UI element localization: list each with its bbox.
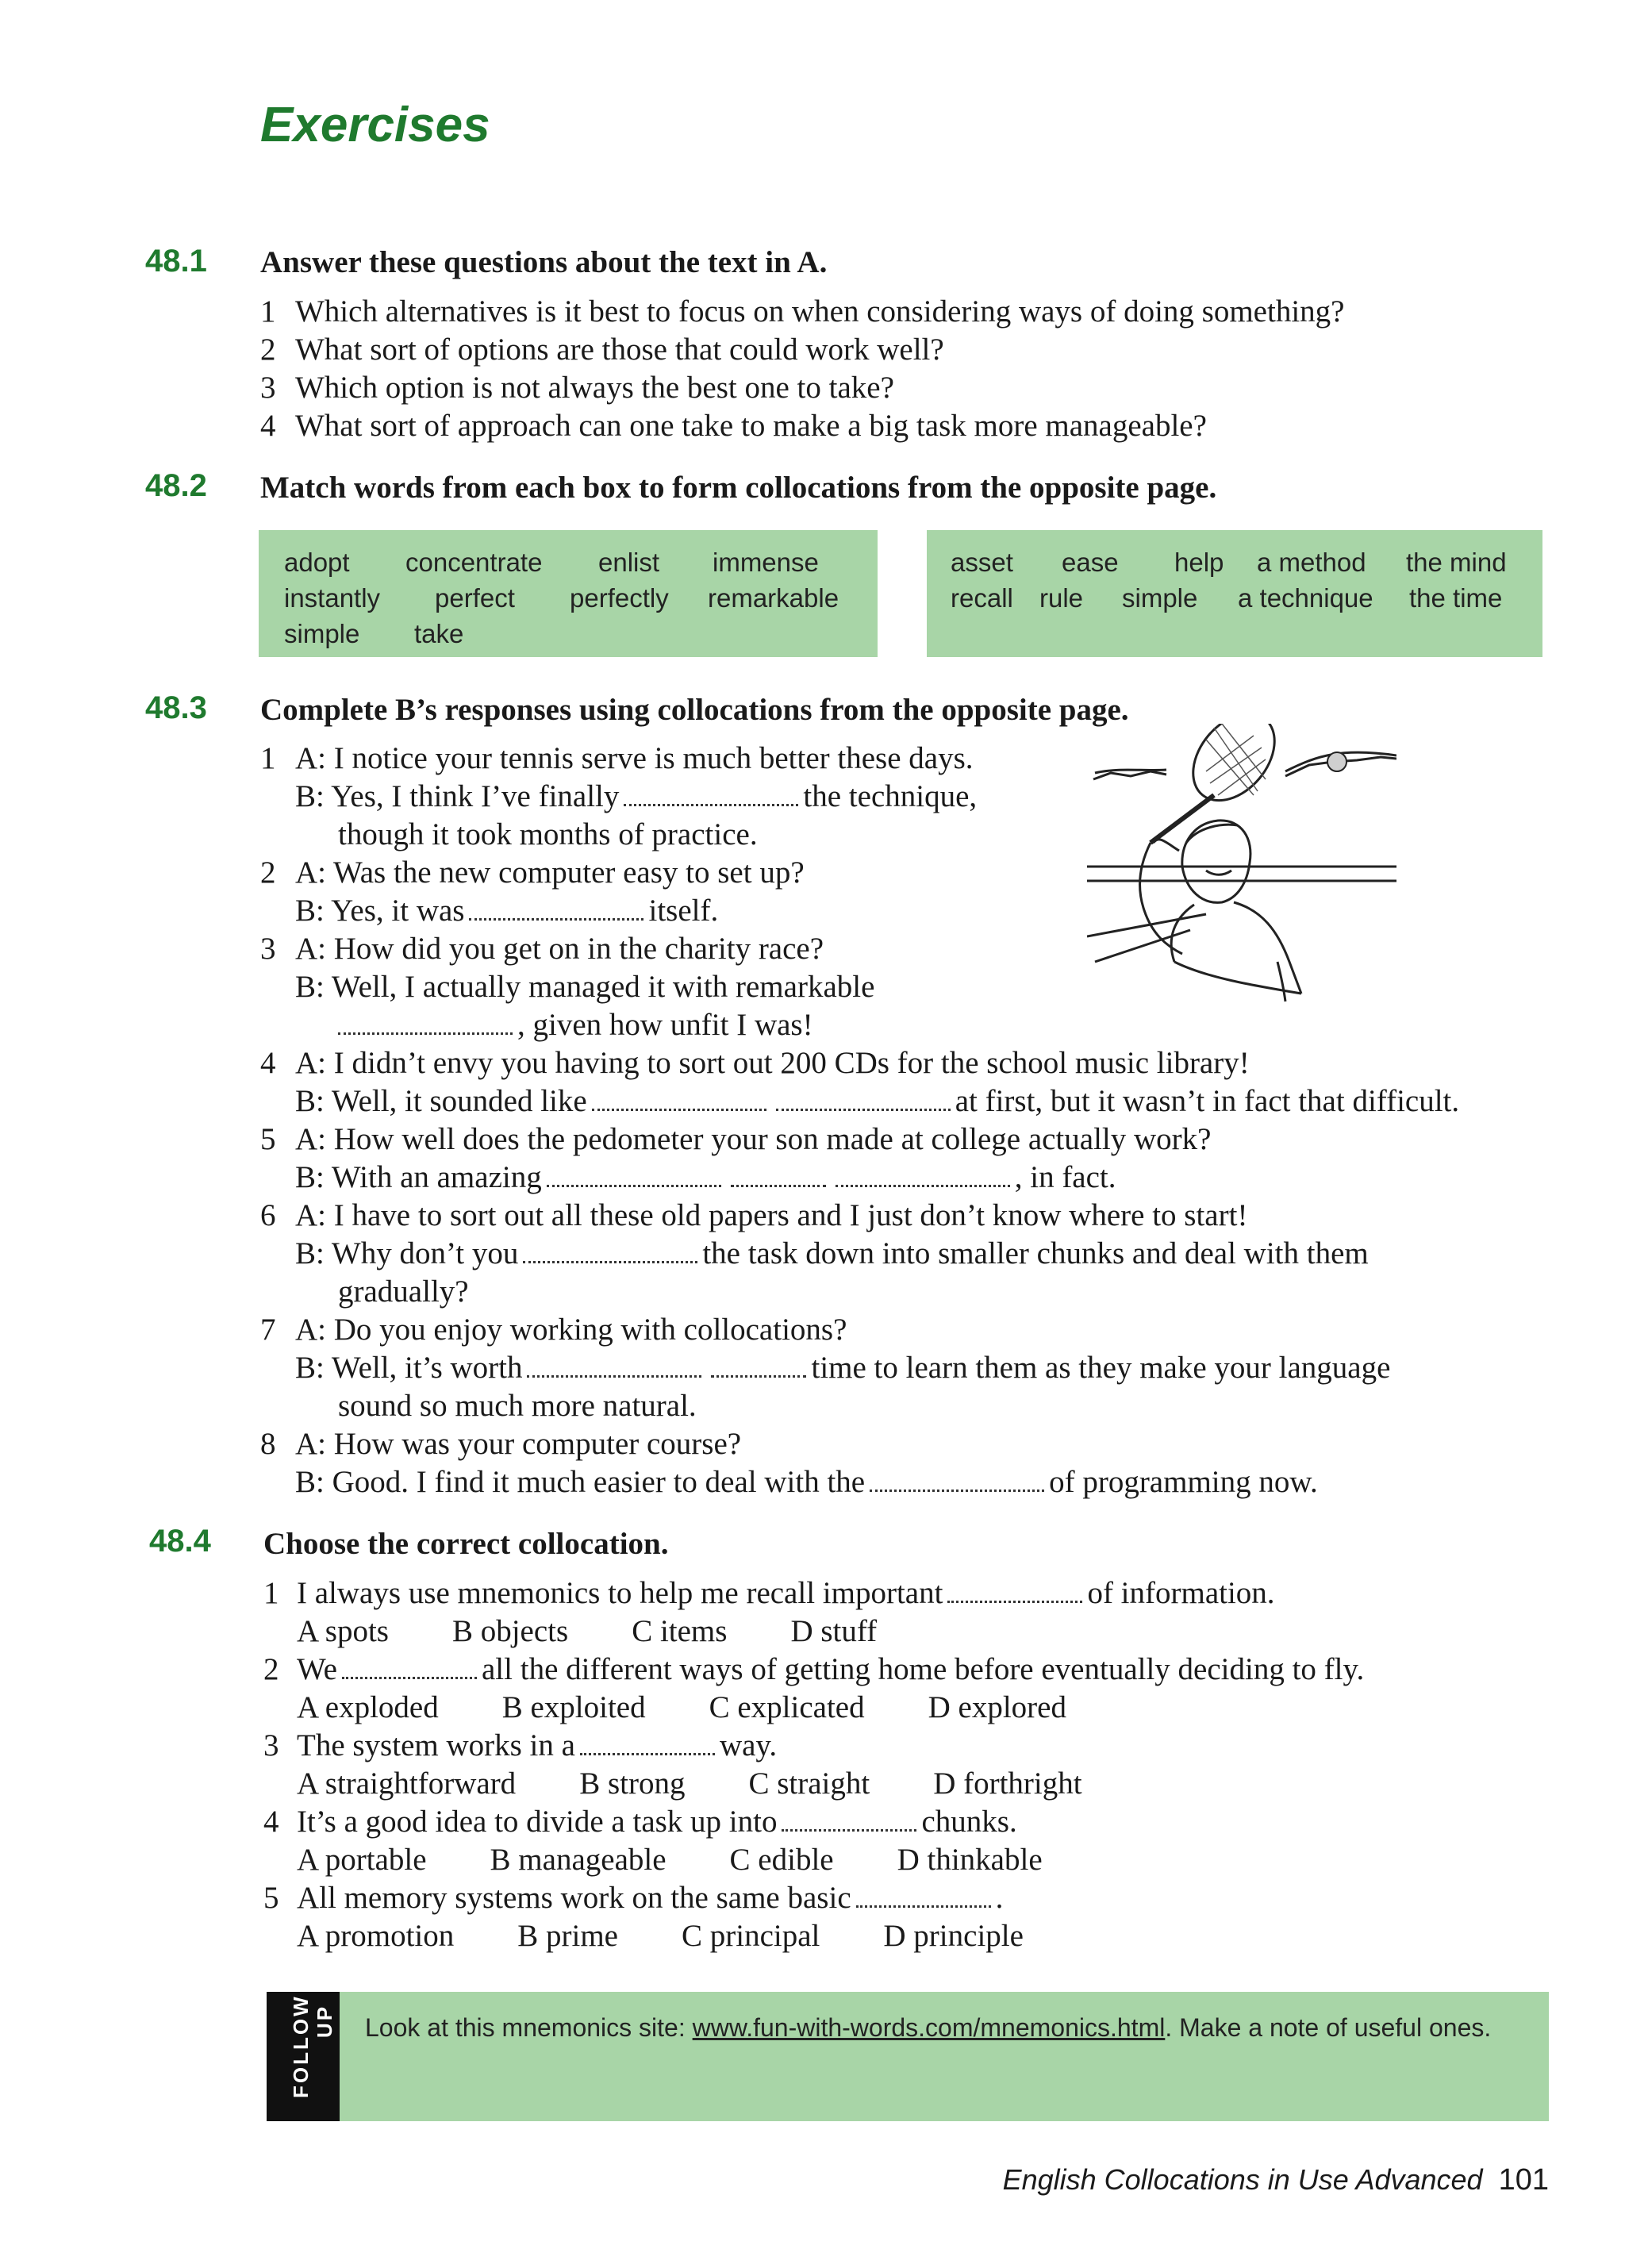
word-box-item: remarkable	[708, 583, 839, 613]
dialogue-line: B: Well, it sounded like at first, but it wasn’t in fact that difficult.	[295, 1084, 1460, 1118]
word-box-item: ease	[1062, 548, 1119, 577]
choice-question: 5 All memory systems work on the same basic .	[263, 1881, 1004, 1915]
option-b[interactable]: B prime	[517, 1919, 618, 1953]
exercise-number-48-2: 48.2	[145, 468, 207, 503]
choice-options	[263, 1613, 1364, 1651]
word-box-item: recall	[951, 583, 1013, 613]
answer-blank[interactable]	[469, 898, 643, 921]
page-number: 101	[1498, 2163, 1549, 2197]
follow-up-tab-label: UP	[313, 2004, 336, 2038]
word-box-item: perfectly	[570, 583, 669, 613]
dialogue-line: 1 A: I notice your tennis serve is much better these days.	[260, 741, 974, 775]
dialogue-line: , given how unfit I was!	[260, 1007, 1459, 1045]
book-title: English Collocations in Use Advanced	[1002, 2163, 1483, 2196]
exercise-number-48-4: 48.4	[149, 1524, 211, 1559]
dialogue-line: 7 A: Do you enjoy working with collocations?	[260, 1313, 847, 1347]
word-box-item: concentrate	[405, 548, 543, 577]
mnemonics-site-link[interactable]: www.fun-with-words.com/mnemonics.html	[692, 2013, 1166, 2042]
dialogue-line: 4 A: I didn’t envy you having to sort out 200 CDs for the school music library!	[260, 1046, 1250, 1080]
answer-blank[interactable]	[782, 1809, 916, 1832]
exercise-number-48-3: 48.3	[145, 690, 207, 725]
option-a[interactable]: A spots	[297, 1614, 389, 1648]
choice-options	[263, 1842, 1364, 1880]
option-c[interactable]: C edible	[729, 1843, 834, 1877]
option-d[interactable]: D explored	[928, 1690, 1066, 1724]
answer-blank[interactable]	[342, 1656, 477, 1679]
answer-blank[interactable]	[338, 1012, 513, 1035]
word-box-item: a method	[1257, 548, 1366, 577]
word-box-item: simple	[284, 619, 360, 648]
page-footer	[1003, 2163, 1549, 2197]
exercise-instruction-48-3: Complete B’s responses using collocations from the opposite page.	[260, 693, 1129, 727]
dialogue-line: B: Yes, it was itself.	[295, 894, 719, 928]
question-item: 4 What sort of approach can one take to make a big task more manageable?	[260, 409, 1207, 443]
dialogue-line: 3 A: How did you get on in the charity race?	[260, 932, 824, 966]
choice-question: 4 It’s a good idea to divide a task up into chunks.	[263, 1805, 1017, 1839]
option-a[interactable]: A promotion	[297, 1919, 455, 1953]
choice-question: 2 We all the different ways of getting home before eventually deciding to fly.	[263, 1652, 1365, 1686]
choice-list-48-4	[263, 1575, 1364, 1956]
follow-up-box	[267, 1992, 1549, 2121]
follow-up-tab	[267, 1992, 340, 2121]
dialogue-line: though it took months of practice.	[338, 817, 758, 851]
word-box-item: help	[1174, 548, 1224, 577]
word-box-item: the time	[1409, 583, 1503, 613]
answer-blank[interactable]	[527, 1355, 701, 1378]
question-item: 3 Which option is not always the best one to take?	[260, 371, 894, 405]
choice-question: 3 The system works in a way.	[263, 1728, 778, 1763]
option-d[interactable]: D thinkable	[897, 1843, 1043, 1877]
dialogue-line: 6 A: I have to sort out all these old papers and I just don’t know where to start!	[260, 1198, 1248, 1232]
word-box-2	[927, 530, 1542, 657]
answer-blank[interactable]	[731, 1164, 826, 1187]
word-box-item: adopt	[284, 548, 350, 577]
answer-blank[interactable]	[711, 1355, 806, 1378]
follow-up-text: Look at this mnemonics site: www.fun-with-words.com/mnemonics.html. Make a note of useful ones.	[365, 2013, 1492, 2042]
option-a[interactable]: A straightforward	[297, 1766, 517, 1801]
word-box-item: a technique	[1238, 583, 1373, 613]
dialogue-line: gradually?	[338, 1274, 469, 1309]
exercise-instruction-48-4: Choose the correct collocation.	[263, 1527, 669, 1561]
exercise-instruction-48-2: Match words from each box to form collocations from the opposite page.	[260, 471, 1217, 505]
answer-blank[interactable]	[856, 1885, 991, 1908]
answer-blank[interactable]	[947, 1580, 1082, 1603]
answer-blank[interactable]	[523, 1240, 697, 1263]
option-d[interactable]: D stuff	[790, 1614, 878, 1648]
option-a[interactable]: A exploded	[297, 1690, 439, 1724]
option-b[interactable]: B objects	[451, 1614, 569, 1648]
exercise-number-48-1: 48.1	[145, 244, 207, 279]
option-c[interactable]: C items	[632, 1614, 728, 1648]
option-c[interactable]: C straight	[748, 1766, 870, 1801]
option-b[interactable]: B exploited	[501, 1690, 646, 1724]
answer-blank[interactable]	[547, 1164, 721, 1187]
dialogue-line: 2 A: Was the new computer easy to set up?	[260, 855, 805, 890]
dialogue-line: B: Why don’t you the task down into smaller chunks and deal with them	[295, 1236, 1369, 1270]
choice-options	[263, 1918, 1364, 1956]
word-box-item: enlist	[598, 548, 660, 577]
question-list-48-1	[260, 294, 1344, 446]
exercise-instruction-48-1: Answer these questions about the text in A.	[260, 245, 828, 279]
dialogue-line: B: Well, I actually managed it with remarkable	[295, 970, 875, 1004]
choice-options	[263, 1766, 1364, 1804]
dialogue-line: B: Yes, I think I’ve finally the technique,	[295, 779, 978, 813]
option-d[interactable]: D forthright	[933, 1766, 1082, 1801]
page-title: Exercises	[260, 98, 490, 152]
answer-blank[interactable]	[776, 1088, 951, 1111]
word-box-item: asset	[951, 548, 1013, 577]
dialogue-line: B: Good. I find it much easier to deal with the of programming now.	[295, 1465, 1318, 1499]
dialogue-line: B: Well, it’s worth time to learn them as they make your language	[295, 1351, 1391, 1385]
word-box-item: perfect	[435, 583, 515, 613]
choice-question: 1 I always use mnemonics to help me recall important of information.	[263, 1576, 1275, 1610]
word-box-item: rule	[1039, 583, 1084, 613]
option-d[interactable]: D principle	[883, 1919, 1024, 1953]
option-b[interactable]: B strong	[579, 1766, 686, 1801]
answer-blank[interactable]	[624, 783, 798, 806]
dialogue-line: 5 A: How well does the pedometer your son made at college actually work?	[260, 1122, 1212, 1156]
answer-blank[interactable]	[870, 1469, 1044, 1492]
word-box-item: take	[414, 619, 464, 648]
option-c[interactable]: C principal	[682, 1919, 820, 1953]
dialogue-line: sound so much more natural.	[338, 1389, 697, 1423]
dialogue-list-48-3	[260, 740, 1459, 1502]
option-b[interactable]: B manageable	[490, 1843, 667, 1877]
answer-blank[interactable]	[836, 1164, 1010, 1187]
word-box-item: instantly	[284, 583, 381, 613]
follow-up-tab-label: FOLLOW	[289, 1994, 313, 2098]
question-item: 2 What sort of options are those that could work well?	[260, 333, 944, 367]
question-item: 1 Which alternatives is it best to focus on when considering ways of doing something?	[260, 294, 1345, 329]
answer-blank[interactable]	[580, 1732, 715, 1755]
word-box-item: simple	[1122, 583, 1198, 613]
word-box-1	[259, 530, 878, 657]
dialogue-line: 8 A: How was your computer course?	[260, 1427, 742, 1461]
choice-options	[263, 1689, 1364, 1728]
option-a[interactable]: A portable	[297, 1843, 427, 1877]
option-c[interactable]: C explicated	[709, 1690, 865, 1724]
word-box-item: the mind	[1406, 548, 1507, 577]
word-box-item: immense	[713, 548, 819, 577]
dialogue-line: B: With an amazing , in fact.	[295, 1160, 1116, 1194]
answer-blank[interactable]	[592, 1088, 766, 1111]
